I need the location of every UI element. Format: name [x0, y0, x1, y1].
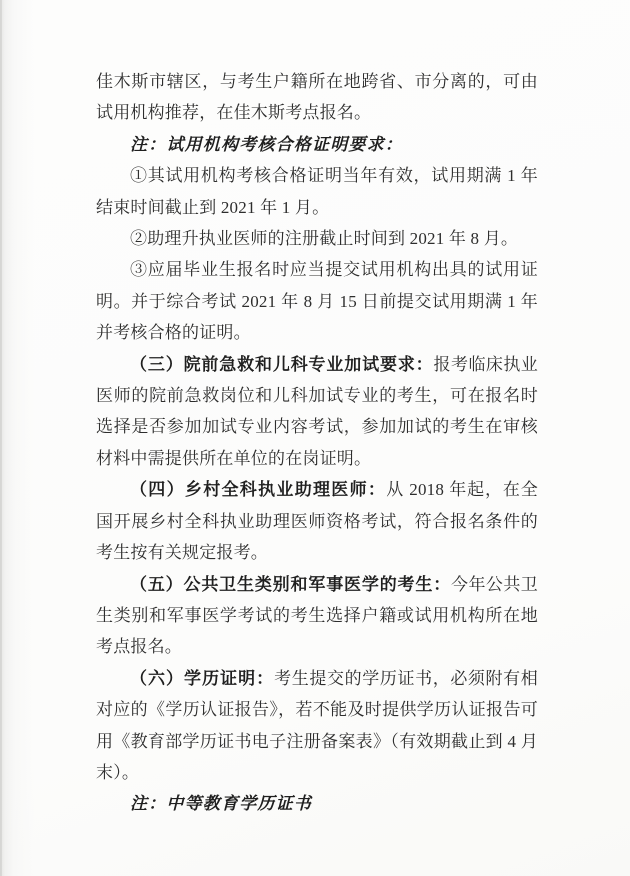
- section-3-heading: （三）院前急救和儿科专业加试要求：: [130, 354, 434, 374]
- note-trial-org-requirements-text: 注：试用机构考核合格证明要求：: [130, 134, 403, 154]
- note-trial-org-requirements: [96, 129, 538, 160]
- section-6-heading: （六）学历证明：: [130, 668, 275, 688]
- item-circled-1: [96, 160, 538, 223]
- paragraph-continuation-text: 佳木斯市辖区，与考生户籍所在地跨省、市分离的，可由试用机构推荐，在佳木斯考点报名。: [96, 72, 538, 123]
- item-circled-3: [96, 254, 538, 348]
- section-4-body: 从 2018 年起，在全国开展乡村全科执业助理医师资格考试，符合报名条件的考生按有关规定报考。: [96, 480, 538, 563]
- note-secondary-education-text: 注：中等教育学历证书: [130, 794, 312, 814]
- section-3-body: 报考临床执业医师的院前急救岗位和儿科加试专业的考生，可在报名时选择是否参加加试专业内容考试，参加加试的考生在审核材料中需提供所在单位的在岗证明。: [96, 354, 539, 468]
- section-6-paragraph: [96, 663, 538, 789]
- section-5-paragraph: [96, 569, 538, 663]
- scan-edge-shadow: [0, 0, 2, 876]
- note-secondary-education: [96, 788, 538, 819]
- item-circled-2-text: ②助理升执业医师的注册截止时间到 2021 年 8 月。: [130, 229, 519, 249]
- section-5-body: 今年公共卫生类别和军事医学考试的考生选择户籍或试用机构所在地考点报名。: [96, 574, 538, 657]
- section-5-heading: （五）公共卫生类别和军事医学的考生：: [130, 574, 452, 594]
- section-4-paragraph: [96, 474, 538, 568]
- item-circled-3-text: ③应届毕业生报名时应当提交试用机构出具的试用证明。并于综合考试 2021 年 8 月 15 日前提交试用期满 1 年并考核合格的证明。: [96, 260, 538, 343]
- section-3-paragraph: [96, 349, 538, 475]
- paragraph-continuation: [96, 66, 538, 129]
- item-circled-1-text: ①其试用机构考核合格证明当年有效，试用期满 1 年结束时间截止到 2021 年 1 月。: [96, 166, 538, 217]
- item-circled-2: [96, 223, 538, 254]
- section-6-body: 考生提交的学历证书，必须附有相对应的《学历认证报告》，若不能及时提供学历认证报告可用《教育部学历证书电子注册备案表》（有效期截止到 4 月末）。: [96, 668, 538, 782]
- document-content: [96, 66, 538, 820]
- section-4-heading: （四）乡村全科执业助理医师：: [130, 480, 387, 500]
